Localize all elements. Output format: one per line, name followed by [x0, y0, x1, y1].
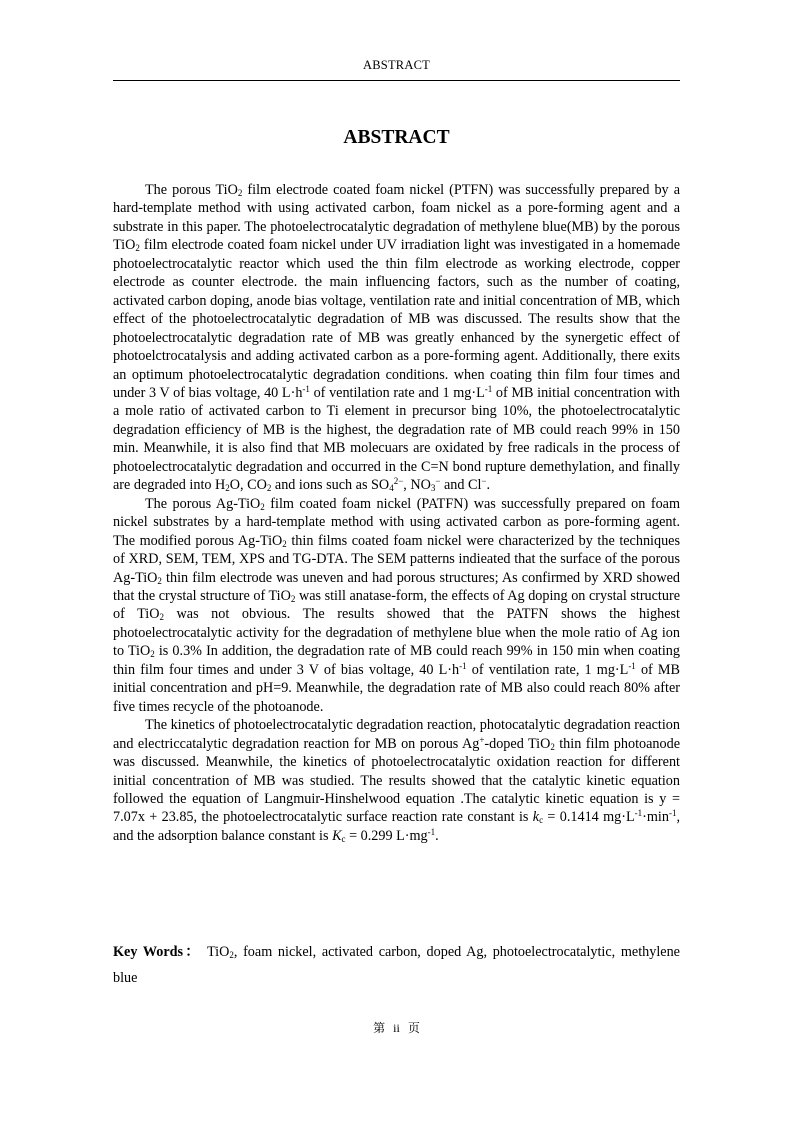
keywords-block: [113, 939, 680, 991]
abstract-paragraph-2: The porous Ag-TiO$_2$ film coated foam nickel (PATFN) was successfully prepared on foam nickel substrates by a hard-template method with using activated carbon as pore-forming agent. The modified porous Ag-TiO$_2$ thin films coated foam nickel were characterized by the techniques of XRD, SEM, TEM, XPS and TG-DTA. The SEM patterns indieated that the surface of the porous Ag-TiO$_2$ thin film electrode was uneven and had porous structures; As confirmed by XRD showed that the crystal structure of TiO$_2$ was still anatase-form, the effects of Ag doping on crystal structure of TiO$_2$ was not obvious. The results showed that the PATFN shows the highest photoelectrocatalytic activity for the degradation of methylene blue when the mole ratio of Ag ion to TiO$_2$ is 0.3% In addition, the degradation rate of MB could reach 99% in 150 min when coating thin film four times and under 3 V of bias voltage, 40 $L\cdot h^{-1}$ of ventilation rate, 1 $mg\cdot L^{-1}$ of MB initial concentration and pH=9. Meanwhile, the degradation rate of MB also could reach 80% after five times recycle of the photoanode.: [113, 495, 681, 715]
abstract-body: [113, 181, 680, 845]
page-footer: [113, 1019, 680, 1036]
keywords-value: TiO$_2$, foam nickel, activated carbon, doped Ag, photoelectrocatalytic, methylene blue: [113, 944, 680, 986]
header-rule: [113, 80, 680, 81]
abstract-paragraph-1: The porous TiO$_2$ film electrode coated foam nickel (PTFN) was successfully prepared by a hard-template method with using activated carbon, foam nickel as a pore-forming agent and a substrate in this paper. The photoelectrocatalytic degradation of methylene blue(MB) by the porous TiO$_2$ film electrode coated foam nickel under UV irradiation light was investigated in a homemade photoelectrocatalytic reactor which used the thin film electrode as working electrode, copper electrode as counter electrode. the main influencing factors, such as the number of coating, activated carbon doping, anode bias voltage, ventilation rate and initial concentration of MB, which effect of the photoelectrocatalytic degradation of MB was discussed. The results show that the photoelectrocatalytic degradation rate of MB was greatly enhanced by the synergetic effect of photoelctrocatalysis and adding activated carbon as a pore-forming agent. Additionally, there exits an optimum photoelectrocatalytic degradation conditions. when coating thin film four times and under 3 V of bias voltage, 40 $L\cdot h^{-1}$ of ventilation rate and 1 $mg\cdot L^{-1}$ of MB initial concentration with a mole ratio of activated carbon to Ti element in precursor bing 10%, the photoelectrocatalytic degradation efficiency of MB is the highest, the degradation rate of MB could reach 99% in 150 min. Meanwhile, it is also find that MB molecuars are oxidated by free radicals in the process of photoelectrocatalytic degradation and occurred in the C=N bond rupture demethylation, and finally are degraded into $H_2O$, $CO_2$ and ions such as $SO_4^{2-}$, $NO_3^-$ and Cl−.: [113, 182, 681, 494]
keywords-label: Key Words：: [113, 944, 202, 960]
running-header: ABSTRACT: [363, 58, 430, 72]
abstract-paragraph-3: The kinetics of photoelectrocatalytic degradation reaction, photocatalytic degradation reaction and electriccatalytic degradation reaction for MB on porous Ag+-doped TiO$_2$ thin film photoanode was discussed. Meanwhile, the kinetics of photoelectrocatalytic oxidation reaction for different initial concentration of MB was studied. The results showed that the catalytic kinetic equation followed the equation of Langmuir-Hinshelwood equation .The catalytic kinetic equation is y = 7.07x + 23.85, the photoelectrocatalytic surface reaction rate constant is $k_c = 0.1414$ $mg\cdot L^{-1}\cdot\min^{-1}$, and the adsorption balance constant is $K_c = 0.299$ $L\cdot mg^{-1}$.: [113, 717, 680, 844]
page-number: ii: [393, 1021, 400, 1035]
footer-prefix: 第: [373, 1021, 386, 1035]
footer-suffix: 页: [407, 1021, 420, 1035]
page-title: ABSTRACT: [343, 127, 450, 148]
